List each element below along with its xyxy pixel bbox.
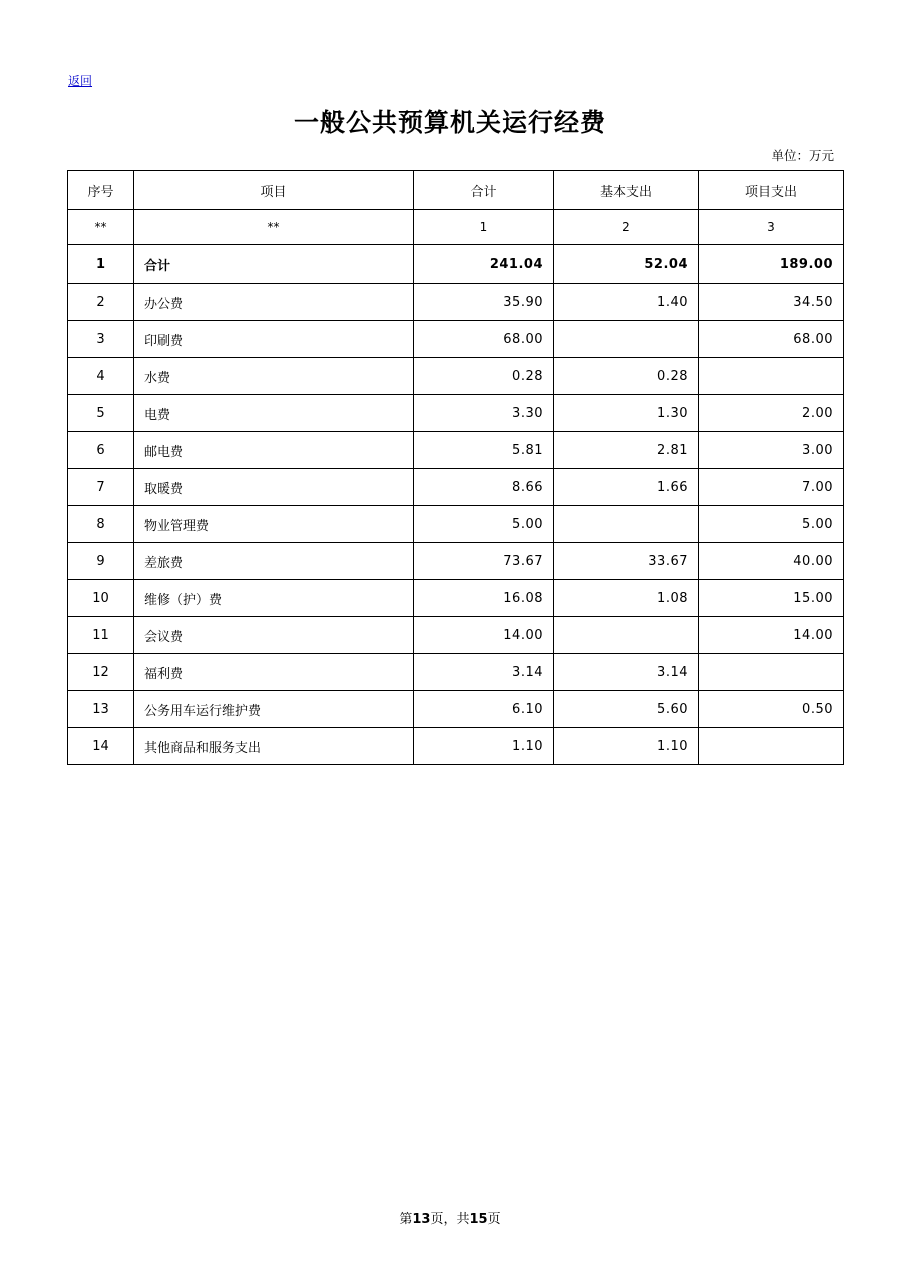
cell-item: 水费 xyxy=(134,358,414,395)
cell-no: 7 xyxy=(68,469,134,506)
column-header-basic: 基本支出 xyxy=(554,171,699,210)
cell-item: 物业管理费 xyxy=(134,506,414,543)
cell-total: 16.08 xyxy=(414,580,554,617)
cell-project: 40.00 xyxy=(699,543,844,580)
cell-basic: 1.08 xyxy=(554,580,699,617)
column-header-project: 项目支出 xyxy=(699,171,844,210)
cell-basic: 5.60 xyxy=(554,691,699,728)
cell-project: 5.00 xyxy=(699,506,844,543)
table-row xyxy=(68,245,844,284)
table-row xyxy=(68,469,844,506)
cell-project: 2.00 xyxy=(699,395,844,432)
code-cell-total: 1 xyxy=(414,210,554,245)
cell-no: 2 xyxy=(68,284,134,321)
page-title: 一般公共预算机关运行经费 xyxy=(293,108,606,137)
code-cell-item: ** xyxy=(134,210,414,245)
table-row xyxy=(68,543,844,580)
cell-basic: 1.66 xyxy=(554,469,699,506)
budget-table xyxy=(67,170,844,765)
cell-no: 4 xyxy=(68,358,134,395)
cell-total: 14.00 xyxy=(414,617,554,654)
table-row xyxy=(68,691,844,728)
unit-note: 单位：万元 xyxy=(771,148,834,163)
cell-no: 11 xyxy=(68,617,134,654)
code-cell-basic: 2 xyxy=(554,210,699,245)
cell-total: 68.00 xyxy=(414,321,554,358)
cell-no: 3 xyxy=(68,321,134,358)
cell-no: 1 xyxy=(68,245,134,284)
footer-total-pages: 15 xyxy=(469,1212,488,1227)
cell-no: 14 xyxy=(68,728,134,765)
cell-basic xyxy=(554,617,699,654)
column-header-no: 序号 xyxy=(68,171,134,210)
table-row xyxy=(68,617,844,654)
cell-item: 合计 xyxy=(134,245,414,284)
cell-project xyxy=(699,728,844,765)
table-row xyxy=(68,506,844,543)
cell-project xyxy=(699,358,844,395)
cell-item: 办公费 xyxy=(134,284,414,321)
code-cell-no: ** xyxy=(68,210,134,245)
cell-basic: 2.81 xyxy=(554,432,699,469)
table-row xyxy=(68,395,844,432)
footer-prefix: 第 xyxy=(399,1212,413,1227)
footer-current-page: 13 xyxy=(412,1212,431,1227)
cell-total: 3.30 xyxy=(414,395,554,432)
cell-basic: 3.14 xyxy=(554,654,699,691)
column-header-item: 项目 xyxy=(134,171,414,210)
cell-no: 6 xyxy=(68,432,134,469)
cell-total: 8.66 xyxy=(414,469,554,506)
table-code-row xyxy=(68,210,844,245)
back-link[interactable]: 返回 xyxy=(68,74,93,88)
page-footer xyxy=(0,1208,900,1227)
cell-total: 241.04 xyxy=(414,245,554,284)
cell-project: 3.00 xyxy=(699,432,844,469)
cell-item: 印刷费 xyxy=(134,321,414,358)
table-row xyxy=(68,321,844,358)
code-cell-project: 3 xyxy=(699,210,844,245)
cell-no: 8 xyxy=(68,506,134,543)
table-row xyxy=(68,284,844,321)
cell-total: 73.67 xyxy=(414,543,554,580)
cell-basic: 1.40 xyxy=(554,284,699,321)
cell-no: 12 xyxy=(68,654,134,691)
cell-project: 34.50 xyxy=(699,284,844,321)
table-row xyxy=(68,358,844,395)
cell-total: 35.90 xyxy=(414,284,554,321)
cell-total: 0.28 xyxy=(414,358,554,395)
table-row xyxy=(68,580,844,617)
table-header-row xyxy=(68,171,844,210)
footer-suffix: 页 xyxy=(487,1212,501,1227)
table-row xyxy=(68,654,844,691)
table-row xyxy=(68,728,844,765)
cell-basic: 0.28 xyxy=(554,358,699,395)
cell-item: 其他商品和服务支出 xyxy=(134,728,414,765)
cell-project: 189.00 xyxy=(699,245,844,284)
cell-basic: 1.10 xyxy=(554,728,699,765)
cell-basic xyxy=(554,506,699,543)
cell-total: 6.10 xyxy=(414,691,554,728)
cell-basic: 1.30 xyxy=(554,395,699,432)
cell-total: 3.14 xyxy=(414,654,554,691)
cell-item: 差旅费 xyxy=(134,543,414,580)
cell-project: 7.00 xyxy=(699,469,844,506)
cell-no: 5 xyxy=(68,395,134,432)
cell-project: 14.00 xyxy=(699,617,844,654)
cell-no: 13 xyxy=(68,691,134,728)
cell-item: 电费 xyxy=(134,395,414,432)
cell-project xyxy=(699,654,844,691)
cell-item: 会议费 xyxy=(134,617,414,654)
cell-project: 15.00 xyxy=(699,580,844,617)
table-row xyxy=(68,432,844,469)
cell-basic xyxy=(554,321,699,358)
cell-item: 维修（护）费 xyxy=(134,580,414,617)
cell-project: 0.50 xyxy=(699,691,844,728)
cell-total: 1.10 xyxy=(414,728,554,765)
cell-item: 取暖费 xyxy=(134,469,414,506)
cell-item: 邮电费 xyxy=(134,432,414,469)
cell-project: 68.00 xyxy=(699,321,844,358)
cell-no: 10 xyxy=(68,580,134,617)
cell-no: 9 xyxy=(68,543,134,580)
cell-item: 福利费 xyxy=(134,654,414,691)
cell-basic: 33.67 xyxy=(554,543,699,580)
column-header-total: 合计 xyxy=(414,171,554,210)
footer-middle: 页，共 xyxy=(430,1212,470,1227)
cell-total: 5.81 xyxy=(414,432,554,469)
cell-basic: 52.04 xyxy=(554,245,699,284)
cell-total: 5.00 xyxy=(414,506,554,543)
cell-item: 公务用车运行维护费 xyxy=(134,691,414,728)
